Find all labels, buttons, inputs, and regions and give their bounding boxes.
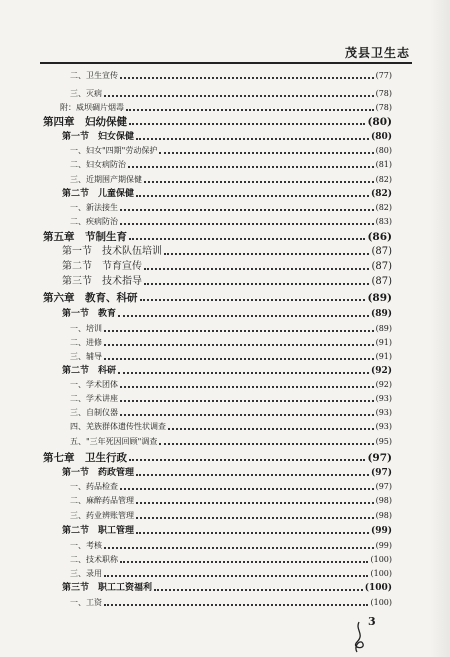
toc-entry	[43, 292, 392, 304]
toc-entry	[62, 525, 392, 537]
toc-leader-dots	[168, 428, 374, 430]
toc-leader-dots	[118, 315, 369, 317]
toc-entry	[43, 116, 392, 128]
toc-entry	[70, 481, 392, 493]
toc-entry-page: (78)	[375, 103, 392, 112]
toc-leader-dots	[129, 238, 365, 240]
toc-leader-dots	[120, 400, 374, 402]
toc-entry-page: (89)	[367, 292, 392, 304]
toc-entry-page: (89)	[375, 324, 392, 333]
toc-entry-title: 三、自制仪器	[70, 408, 118, 417]
toc-leader-dots	[104, 604, 368, 606]
toc-entry-page: (97)	[367, 452, 392, 464]
toc-entry	[70, 393, 392, 405]
toc-entry	[70, 351, 392, 363]
toc-entry	[70, 70, 392, 82]
page-number: 3	[368, 615, 376, 628]
toc-leader-dots	[104, 575, 368, 577]
toc-entry-page: (91)	[375, 338, 392, 347]
toc-entry-page: (97)	[375, 482, 392, 491]
toc-entry-title: 第七章 卫生行政	[43, 452, 127, 464]
toc-leader-dots	[120, 488, 374, 490]
toc-entry	[70, 421, 392, 433]
toc-leader-dots	[118, 372, 369, 374]
toc-entry-title: 第一节 药政管理	[62, 468, 135, 478]
toc-entry-title: 三、录用	[70, 569, 102, 578]
toc-entry	[70, 174, 392, 186]
toc-entry-page: (78)	[375, 89, 392, 98]
toc-entry-title: 一、学术团体	[70, 380, 118, 389]
toc-entry-title: 一、工资	[70, 598, 102, 607]
toc-entry	[70, 510, 392, 522]
toc-leader-dots	[120, 386, 374, 388]
toc-leader-dots	[159, 443, 373, 445]
toc-entry	[70, 145, 392, 157]
toc-leader-dots	[104, 330, 374, 332]
toc-entry-title: 附：威坝碉片烟毒	[60, 103, 124, 112]
toc-entry-page: (93)	[375, 394, 392, 403]
toc-entry-page: (99)	[370, 526, 392, 536]
toc-entry-title: 二、技术职称	[70, 555, 118, 564]
toc-entry-title: 第五章 节制生育	[43, 231, 127, 243]
toc-entry-page: (80)	[375, 146, 392, 155]
toc-entry-page: (80)	[367, 116, 392, 128]
toc-leader-dots	[120, 223, 374, 225]
toc-leader-dots	[140, 299, 366, 301]
toc-entry-page: (98)	[375, 511, 392, 520]
toc-entry-page: (86)	[367, 231, 392, 243]
toc-leader-dots	[104, 547, 374, 549]
toc-entry-page: (82)	[370, 189, 392, 199]
toc-entry	[62, 188, 392, 200]
toc-entry	[70, 216, 392, 228]
toc-entry-page: (82)	[375, 203, 392, 212]
toc-entry	[62, 365, 392, 377]
toc-entry-title: 一、新法接生	[70, 203, 118, 212]
toc-leader-dots	[144, 283, 369, 285]
toc-entry-title: 第三节 职工工资福利	[62, 583, 153, 593]
toc-entry-page: (100)	[370, 598, 392, 607]
toc-entry-title: 一、培训	[70, 324, 102, 333]
toc-entry-title: 第二节 职工管理	[62, 526, 135, 536]
toc-entry-page: (82)	[375, 175, 392, 184]
toc-entry-title: 三、近期围产期保健	[70, 175, 142, 184]
toc-entry	[43, 452, 392, 464]
toc-entry-page: (81)	[375, 160, 392, 169]
toc-leader-dots	[136, 195, 369, 197]
toc-entry-page: (91)	[375, 352, 392, 361]
toc-entry	[70, 407, 392, 419]
toc-leader-dots	[136, 474, 369, 476]
toc-entry-title: 一、妇女"四期"劳动保护	[70, 146, 158, 155]
toc-entry-title: 三、药业辨账管理	[70, 511, 134, 520]
running-header: 茂县卫生志	[344, 46, 410, 60]
page-edge-shadow	[430, 0, 450, 657]
toc-entry-page: (87)	[371, 246, 392, 257]
toc-entry-page: (95)	[375, 437, 392, 446]
toc-entry	[70, 436, 392, 448]
toc-entry	[70, 495, 392, 507]
toc-entry	[62, 308, 392, 320]
toc-entry-page: (92)	[375, 380, 392, 389]
toc-entry	[70, 202, 392, 214]
toc-entry-title: 五、"三年死因回顾"调查	[70, 437, 158, 446]
toc-leader-dots	[104, 95, 374, 97]
toc-entry-title: 二、疾病防治	[70, 217, 118, 226]
toc-entry-title: 三、辅导	[70, 352, 102, 361]
toc-entry-page: (93)	[375, 422, 392, 431]
toc-entry	[70, 540, 392, 552]
toc-entry	[70, 159, 392, 171]
toc-leader-dots	[136, 532, 369, 534]
toc-entry	[62, 276, 392, 288]
toc-entry-title: 第三节 技术指导	[62, 276, 142, 287]
toc-leader-dots	[129, 123, 365, 125]
toc-entry-page: (92)	[370, 366, 392, 376]
toc-entry	[70, 597, 392, 609]
toc-entry	[43, 231, 392, 243]
toc-entry-title: 二、妇女病防治	[70, 160, 126, 169]
toc-entry-title: 二、卫生宣传	[70, 71, 118, 80]
toc-entry-title: 二、学术讲座	[70, 394, 118, 403]
toc-entry-title: 二、进修	[70, 338, 102, 347]
toc-entry-page: (99)	[375, 541, 392, 550]
toc-entry-title: 第二节 节育宣传	[62, 261, 142, 272]
toc-entry	[70, 337, 392, 349]
toc-entry-title: 第二节 科研	[62, 366, 117, 376]
toc-entry	[60, 102, 392, 114]
toc-entry-title: 第一节 妇女保健	[62, 132, 135, 142]
toc-entry	[62, 246, 392, 258]
toc-leader-dots	[144, 268, 369, 270]
toc-entry-title: 一、考核	[70, 541, 102, 550]
toc-entry	[62, 131, 392, 143]
toc-entry	[62, 467, 392, 479]
toc-leader-dots	[136, 502, 374, 504]
toc-entry-page: (100)	[364, 583, 392, 593]
toc-leader-dots	[136, 517, 374, 519]
toc-leader-dots	[159, 152, 373, 154]
toc-entry-title: 第四章 妇幼保健	[43, 116, 127, 128]
toc-entry-page: (77)	[375, 71, 392, 80]
toc-entry	[70, 323, 392, 335]
toc-entry-title: 一、药品检查	[70, 482, 118, 491]
toc-leader-dots	[154, 589, 363, 591]
toc-entry-page: (83)	[375, 217, 392, 226]
toc-leader-dots	[120, 414, 374, 416]
toc-entry	[70, 568, 392, 580]
toc-entry-page: (87)	[371, 261, 392, 272]
toc-entry-page: (100)	[370, 555, 392, 564]
toc-leader-dots	[104, 344, 374, 346]
header-rule	[40, 62, 412, 64]
toc-entry-page: (97)	[370, 468, 392, 478]
toc-leader-dots	[129, 459, 365, 461]
toc-entry	[62, 261, 392, 273]
toc-entry	[70, 379, 392, 391]
toc-entry-page: (100)	[370, 569, 392, 578]
toc-entry-title: 第一节 教育	[62, 309, 117, 319]
toc-leader-dots	[120, 209, 374, 211]
toc-leader-dots	[144, 181, 374, 183]
toc-entry-page: (93)	[375, 408, 392, 417]
toc-leader-dots	[104, 358, 374, 360]
toc-leader-dots	[120, 77, 374, 79]
toc-leader-dots	[128, 166, 374, 168]
toc-leader-dots	[126, 109, 374, 111]
toc-entry-page: (89)	[370, 309, 392, 319]
toc-entry-page: (80)	[370, 132, 392, 142]
toc-entry	[62, 582, 392, 594]
toc-entry-page: (87)	[371, 276, 392, 287]
toc-entry-title: 四、羌族群体遗传性状调查	[70, 422, 166, 431]
toc-leader-dots	[136, 138, 369, 140]
toc-entry-title: 三、灭病	[70, 89, 102, 98]
handwritten-mark	[345, 620, 375, 654]
toc-entry-page: (98)	[375, 496, 392, 505]
toc-entry	[70, 554, 392, 566]
toc-leader-dots	[164, 253, 369, 255]
toc-leader-dots	[120, 561, 368, 563]
toc-entry-title: 第一节 技术队伍培训	[62, 246, 162, 257]
toc-entry-title: 二、麻醉药品管理	[70, 496, 134, 505]
toc-entry	[70, 88, 392, 100]
toc-entry-title: 第二节 儿童保健	[62, 189, 135, 199]
toc-entry-title: 第六章 教育、科研	[43, 292, 138, 304]
